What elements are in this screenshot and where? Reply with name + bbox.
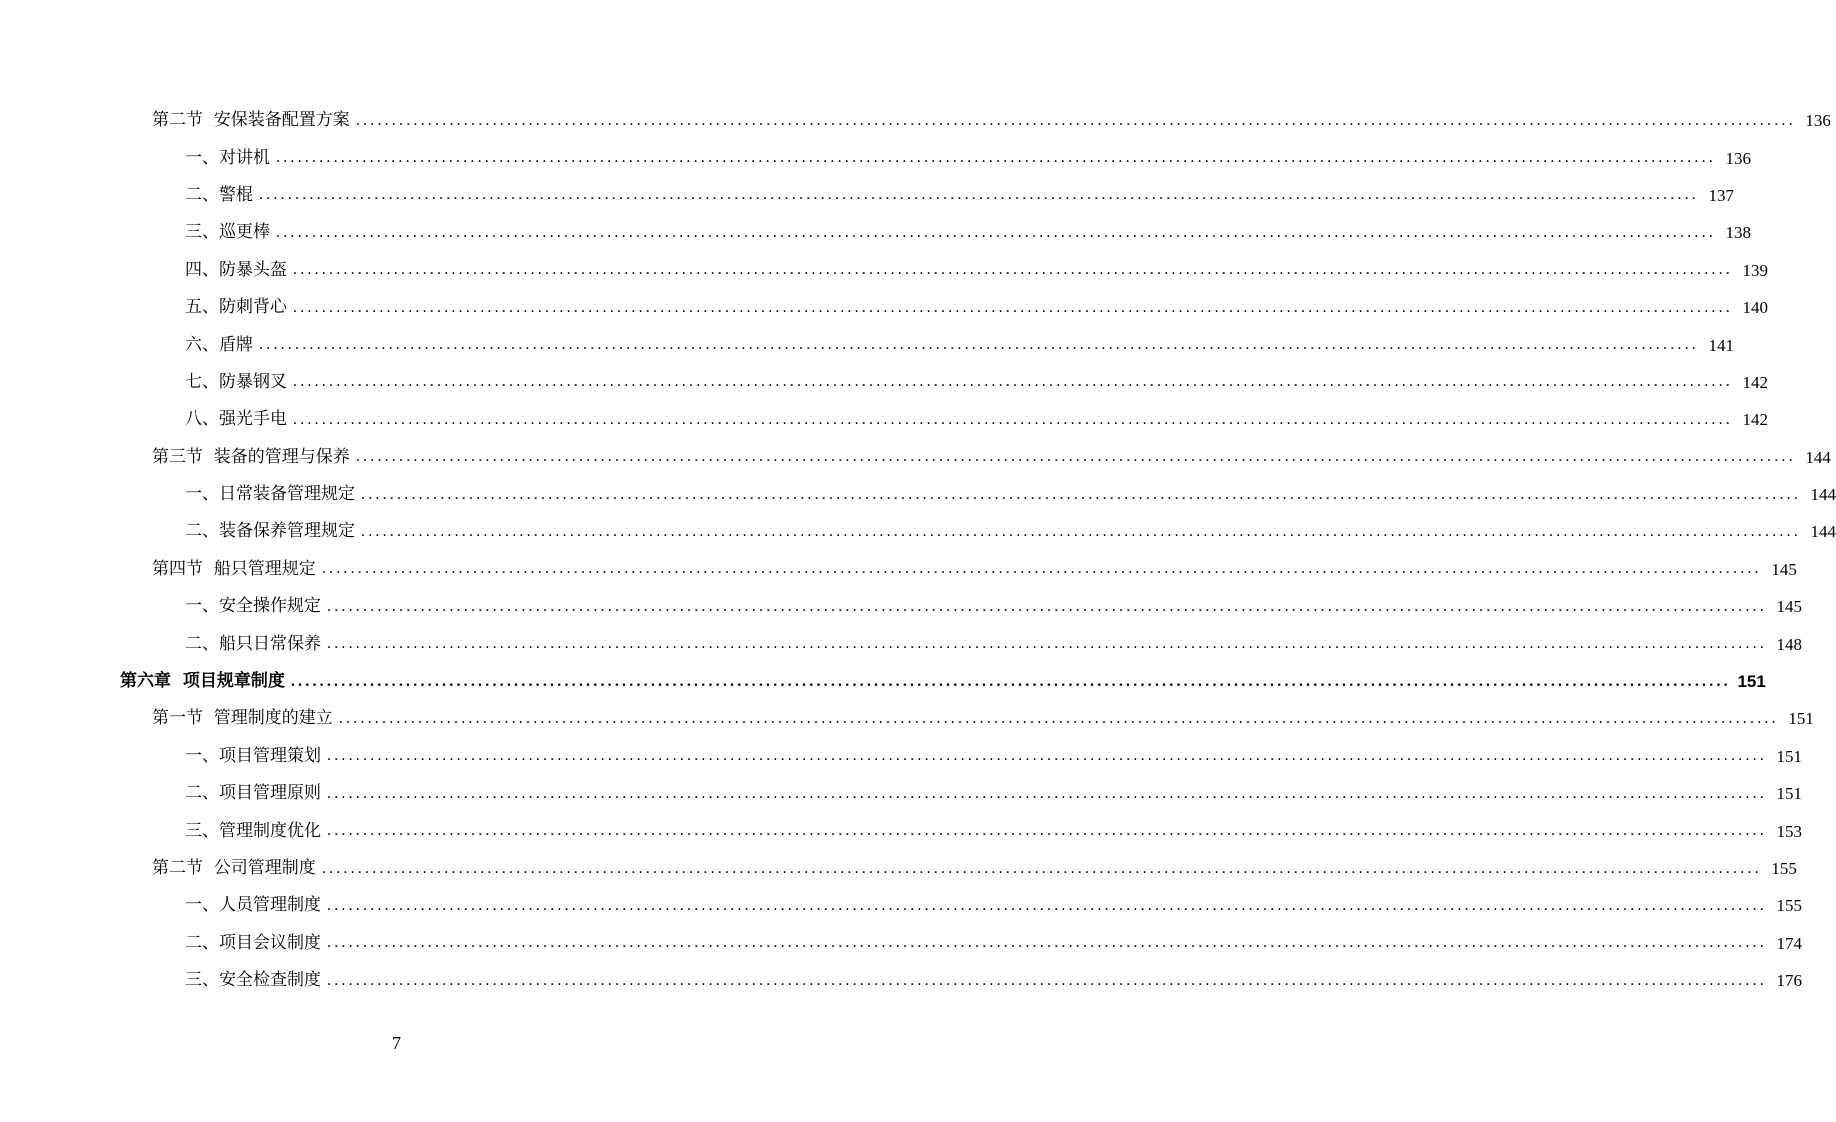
toc-subsection-entry[interactable] (0, 887, 1802, 924)
toc-entry-title: 六、盾牌 (185, 334, 253, 355)
toc-entry-page-number: 155 (1776, 896, 1802, 916)
toc-entry-page-number: 136 (1725, 148, 1751, 168)
toc-entry-page-number: 148 (1776, 634, 1802, 654)
toc-entry-page-number: 144 (1805, 447, 1831, 467)
toc-dot-leader: ........................................................................................................................................................................................................ (276, 149, 1716, 167)
toc-entry-title: 第三节 装备的管理与保养 (152, 446, 350, 467)
toc-entry-title: 二、警棍 (185, 184, 253, 205)
toc-entry-title: 二、项目管理原则 (185, 783, 321, 804)
toc-subsection-entry[interactable] (0, 364, 1768, 401)
toc-subsection-entry[interactable] (0, 252, 1768, 289)
toc-entry-page-number: 151 (1737, 672, 1766, 692)
toc-dot-leader: ........................................................................................................................................................................................................ (259, 336, 1699, 354)
toc-dot-leader: ........................................................................................................................................................................................................ (327, 822, 1767, 840)
toc-entry-page-number: 137 (1708, 185, 1734, 205)
toc-entry-title: 五、防刺背心 (185, 297, 287, 318)
toc-entry-page-number: 141 (1708, 335, 1734, 355)
toc-dot-leader: ........................................................................................................................................................................................................ (327, 635, 1767, 653)
toc-subsection-entry[interactable] (0, 214, 1751, 251)
toc-dot-leader: ........................................................................................................................................................................................................ (327, 896, 1767, 914)
toc-entry-title: 八、强光手电 (185, 409, 287, 430)
toc-subsection-entry[interactable] (0, 812, 1802, 849)
toc-entry-title: 第二节 公司管理制度 (152, 858, 316, 878)
toc-entry-title: 一、项目管理策划 (185, 745, 321, 766)
toc-dot-leader: ........................................................................................................................................................................................................ (321, 560, 1762, 578)
toc-entry-title: 第一节 管理制度的建立 (152, 708, 333, 729)
toc-entry-title: 三、巡更棒 (185, 222, 270, 243)
toc-entry-title: 一、人员管理制度 (185, 895, 321, 916)
toc-dot-leader: ........................................................................................................................................................................................................ (327, 971, 1767, 989)
toc-dot-leader: ........................................................................................................................................................................................................ (293, 261, 1733, 279)
toc-subsection-entry[interactable] (0, 177, 1734, 214)
toc-entry-page-number: 140 (1742, 298, 1768, 318)
toc-entry-page-number: 138 (1725, 223, 1751, 243)
toc-subsection-entry[interactable] (0, 625, 1802, 662)
toc-chapter-entry[interactable] (0, 663, 1766, 700)
toc-subsection-entry[interactable] (0, 775, 1802, 812)
toc-subsection-entry[interactable] (0, 588, 1802, 625)
toc-entry-page-number: 151 (1788, 709, 1814, 729)
toc-entry-page-number: 176 (1776, 971, 1802, 991)
toc-dot-leader: ........................................................................................................................................................................................................ (355, 111, 1796, 129)
toc-entry-page-number: 136 (1805, 111, 1831, 131)
toc-dot-leader: ........................................................................................................................................................................................................ (338, 709, 1779, 727)
toc-entry-page-number: 155 (1771, 859, 1797, 878)
toc-entry-title: 第二节 安保装备配置方案 (152, 110, 350, 131)
table-of-contents (0, 102, 1836, 999)
toc-dot-leader: ........................................................................................................................................................................................................ (276, 223, 1716, 241)
toc-entry-title: 三、安全检查制度 (185, 970, 321, 991)
toc-subsection-entry[interactable] (0, 139, 1751, 176)
toc-entry-page-number: 151 (1776, 784, 1802, 804)
toc-entry-title: 七、防暴钢叉 (185, 371, 287, 392)
toc-subsection-entry[interactable] (0, 326, 1734, 363)
toc-dot-leader: ........................................................................................................................................................................................................ (290, 672, 1731, 690)
page-number: 7 (392, 1033, 401, 1053)
toc-subsection-entry[interactable] (0, 476, 1836, 513)
toc-entry-page-number: 151 (1776, 746, 1802, 766)
toc-subsection-entry[interactable] (0, 925, 1802, 962)
toc-entry-page-number: 142 (1742, 410, 1768, 430)
toc-entry-title: 二、项目会议制度 (185, 932, 321, 953)
toc-dot-leader: ........................................................................................................................................................................................................ (259, 186, 1699, 204)
toc-entry-page-number: 174 (1776, 933, 1802, 953)
toc-entry-page-number: 144 (1810, 485, 1836, 505)
toc-entry-page-number: 145 (1771, 559, 1797, 579)
toc-section-entry[interactable] (0, 551, 1797, 588)
toc-entry-title: 二、船只日常保养 (185, 633, 321, 654)
toc-dot-leader: ........................................................................................................................................................................................................ (321, 859, 1762, 877)
toc-entry-page-number: 142 (1742, 372, 1768, 392)
toc-dot-leader: ........................................................................................................................................................................................................ (327, 747, 1767, 765)
toc-dot-leader: ........................................................................................................................................................................................................ (327, 784, 1767, 802)
toc-dot-leader: ........................................................................................................................................................................................................ (361, 485, 1801, 503)
toc-entry-title: 四、防暴头盔 (185, 259, 287, 280)
toc-entry-title: 一、安全操作规定 (185, 596, 321, 617)
toc-subsection-entry[interactable] (0, 962, 1802, 999)
toc-dot-leader: ........................................................................................................................................................................................................ (293, 298, 1733, 316)
toc-subsection-entry[interactable] (0, 289, 1768, 326)
toc-dot-leader: ........................................................................................................................................................................................................ (327, 934, 1767, 952)
toc-entry-title: 二、装备保养管理规定 (185, 521, 355, 542)
toc-section-entry[interactable] (0, 850, 1797, 887)
toc-entry-page-number: 153 (1776, 821, 1802, 841)
toc-entry-title: 一、对讲机 (185, 147, 270, 168)
toc-dot-leader: ........................................................................................................................................................................................................ (355, 448, 1796, 466)
toc-entry-title: 一、日常装备管理规定 (185, 484, 355, 505)
toc-entry-page-number: 139 (1742, 260, 1768, 280)
toc-dot-leader: ........................................................................................................................................................................................................ (361, 522, 1801, 540)
toc-entry-page-number: 145 (1776, 597, 1802, 617)
toc-dot-leader: ........................................................................................................................................................................................................ (293, 373, 1733, 391)
toc-entry-title: 第六章 项目规章制度 (120, 671, 285, 692)
toc-section-entry[interactable] (0, 439, 1831, 476)
toc-section-entry[interactable] (0, 102, 1831, 139)
toc-subsection-entry[interactable] (0, 738, 1802, 775)
toc-subsection-entry[interactable] (0, 513, 1836, 550)
toc-dot-leader: ........................................................................................................................................................................................................ (327, 597, 1767, 615)
toc-entry-title: 三、管理制度优化 (185, 820, 321, 841)
toc-section-entry[interactable] (0, 700, 1814, 737)
toc-dot-leader: ........................................................................................................................................................................................................ (293, 410, 1733, 428)
toc-entry-title: 第四节 船只管理规定 (152, 558, 316, 579)
toc-subsection-entry[interactable] (0, 401, 1768, 438)
toc-entry-page-number: 144 (1810, 522, 1836, 542)
